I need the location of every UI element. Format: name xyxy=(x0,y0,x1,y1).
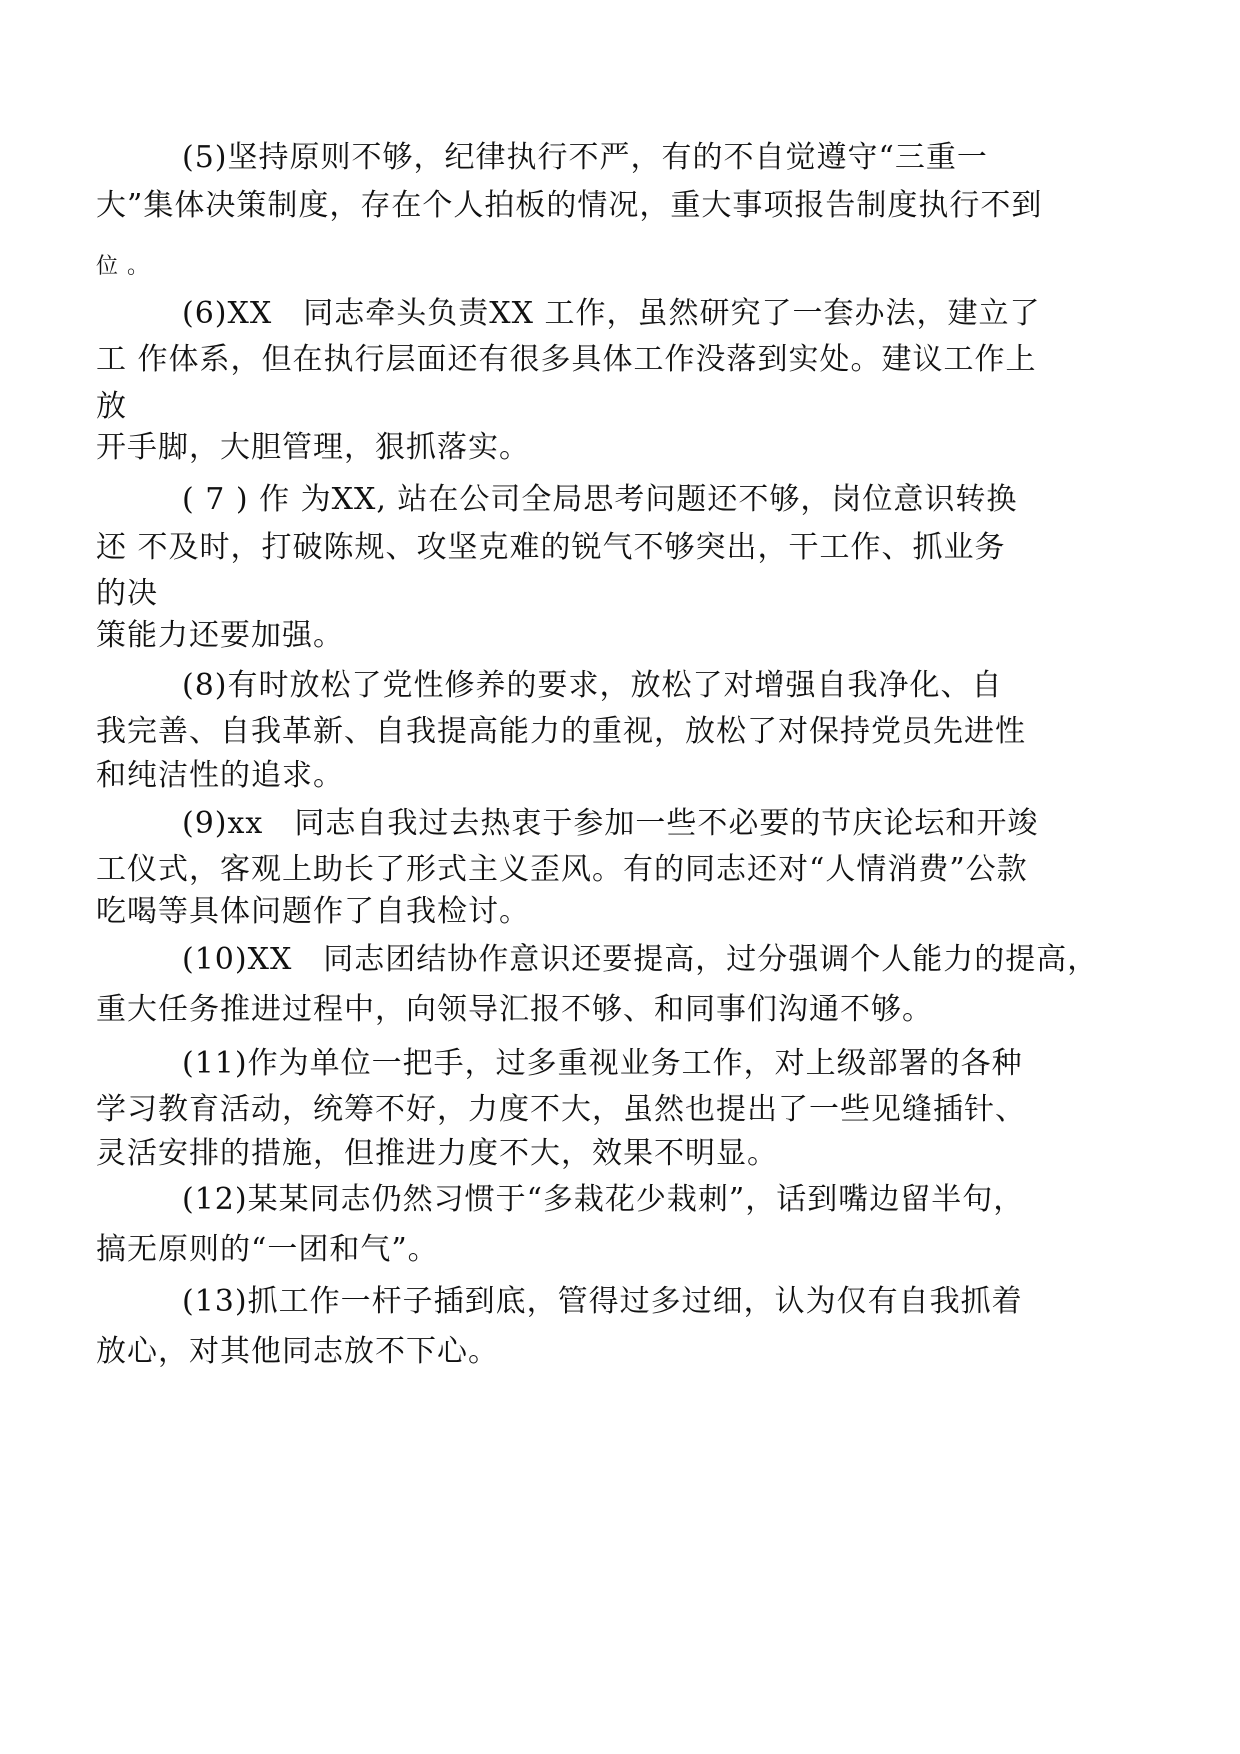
paragraph-10-line-2: 重大任务推进过程中，向领导汇报不够、和同事们沟通不够。 xyxy=(96,992,933,1027)
paragraph-6-line-3: 放 xyxy=(96,389,127,424)
paragraph-11-line-2: 学习教育活动，统筹不好，力度不大，虽然也提出了一些见缝插针、 xyxy=(96,1092,1026,1127)
paragraph-7-line-2: 还 不及时，打破陈规、攻坚克难的锐气不够突出，干工作、抓业务 xyxy=(96,530,1006,565)
paragraph-8-line-3: 和纯洁性的追求。 xyxy=(96,758,344,793)
paragraph-12-line-2: 搞无原则的“一团和气”。 xyxy=(96,1232,439,1267)
paragraph-6-line-2: 工 作体系，但在执行层面还有很多具体工作没落到实处。建议工作上 xyxy=(96,342,1037,377)
paragraph-5-line-2: 大”集体决策制度，存在个人拍板的情况，重大事项报告制度执行不到 xyxy=(96,188,1043,223)
paragraph-8-line-2: 我完善、自我革新、自我提高能力的重视，放松了对保持党员先进性 xyxy=(96,714,1026,749)
paragraph-11-line-1: (11)作为单位一把手，过多重视业务工作，对上级部署的各种 xyxy=(182,1046,1023,1081)
paragraph-10-line-1: (10)XX 同志团结协作意识还要提高，过分强调个人能力的提高， xyxy=(182,942,1099,977)
paragraph-9-line-3: 吃喝等具体问题作了自我检讨。 xyxy=(96,894,530,929)
paragraph-13-line-1: (13)抓工作一杆子插到底，管得过多过细，认为仅有自我抓着 xyxy=(182,1284,1023,1319)
paragraph-9-line-2: 工仪式，客观上助长了形式主义歪风。有的同志还对“人情消费”公款 xyxy=(96,852,1028,887)
paragraph-7-line-4: 策能力还要加强。 xyxy=(96,618,344,653)
paragraph-7-line-3: 的决 xyxy=(96,576,158,611)
paragraph-11-line-3: 灵活安排的措施，但推进力度不大，效果不明显。 xyxy=(96,1136,778,1171)
paragraph-9-line-1: (9)xx 同志自我过去热衷于参加一些不必要的节庆论坛和开竣 xyxy=(182,806,1039,841)
paragraph-6-line-1: (6)XX 同志牵头负责XX 工作，虽然研究了一套办法，建立了 xyxy=(182,296,1041,331)
paragraph-8-line-1: (8)有时放松了党性修养的要求，放松了对增强自我净化、自 xyxy=(182,668,1003,703)
paragraph-5-line-3: 位 。 xyxy=(96,254,150,279)
paragraph-12-line-1: (12)某某同志仍然习惯于“多栽花少栽刺”，话到嘴边留半句， xyxy=(182,1182,1025,1217)
paragraph-5-line-1: (5)坚持原则不够，纪律执行不严，有的不自觉遵守“三重一 xyxy=(182,140,988,175)
paragraph-7-line-1: ( 7 ) 作 为XX, 站在公司全局思考问题还不够，岗位意识转换 xyxy=(182,482,1018,517)
paragraph-6-line-4: 开手脚，大胆管理，狠抓落实。 xyxy=(96,430,530,465)
paragraph-13-line-2: 放心，对其他同志放不下心。 xyxy=(96,1334,499,1369)
